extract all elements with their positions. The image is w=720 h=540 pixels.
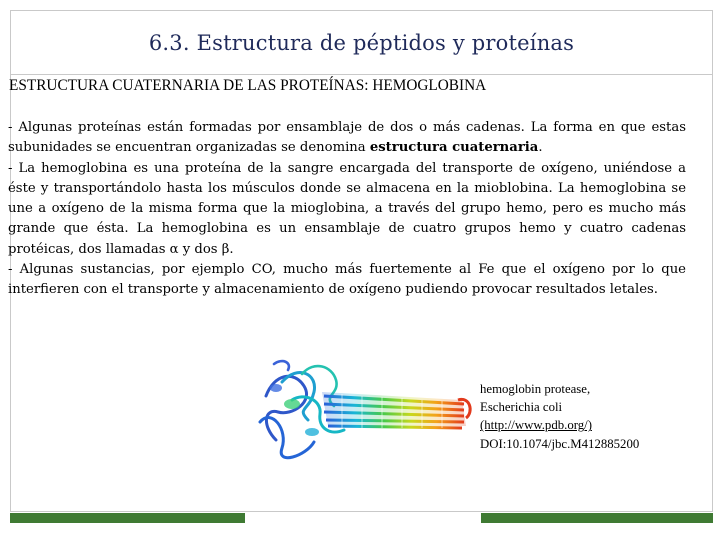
bold-term: estructura cuaternaria [369, 140, 539, 156]
paragraph-text: . [538, 140, 543, 156]
protein-structure-image [252, 356, 474, 468]
figure-caption [480, 380, 710, 453]
caption-doi: DOI:10.1074/jbc.M412885200 [480, 436, 640, 451]
title-bar [11, 11, 712, 75]
paragraph-co: - Algunas sustancias, por ejemplo CO, mucho más fuertemente al Fe que el oxígeno por lo que interfieren con el transporte y almacenamiento de oxígeno pudiendo provocar resultados letales. [8, 262, 686, 298]
caption-line: hemoglobin protease, [480, 382, 591, 396]
pdb-link[interactable]: (http://www.pdb.org/) [480, 418, 592, 433]
paragraph-text: - Algunas proteínas están formadas por ensamblaje de dos o más cadenas. La forma en que estas subunidades se encuentran organizadas se denomina [8, 120, 686, 156]
slide-title: 6.3. Estructura de péptidos y proteínas [148, 30, 575, 55]
caption-line: Escherichia coli [480, 400, 563, 415]
body-text [8, 118, 686, 301]
section-heading: ESTRUCTURA CUATERNARIA DE LAS PROTEÍNAS: HEMOGLOBINA [9, 77, 487, 94]
beta-helix-domain [322, 392, 470, 428]
footer-gap [245, 513, 481, 523]
paragraph-hemoglobin: - La hemoglobina es una proteína de la sangre encargada del transporte de oxígeno, uniéndose a éste y transportándolo hasta los músculos donde se almacena en la mioblobina. La hemoglobina se une a oxígeno de la misma forma que la mioglobina, a través del grupo hemo, pero es mucho más grande que ésta. La hemoglobina es un ensamblaje de cuatro grupos hemo y cuatro cadenas protéicas, dos llamadas α y dos β. [8, 160, 686, 257]
paragraph-quaternary [8, 118, 686, 159]
